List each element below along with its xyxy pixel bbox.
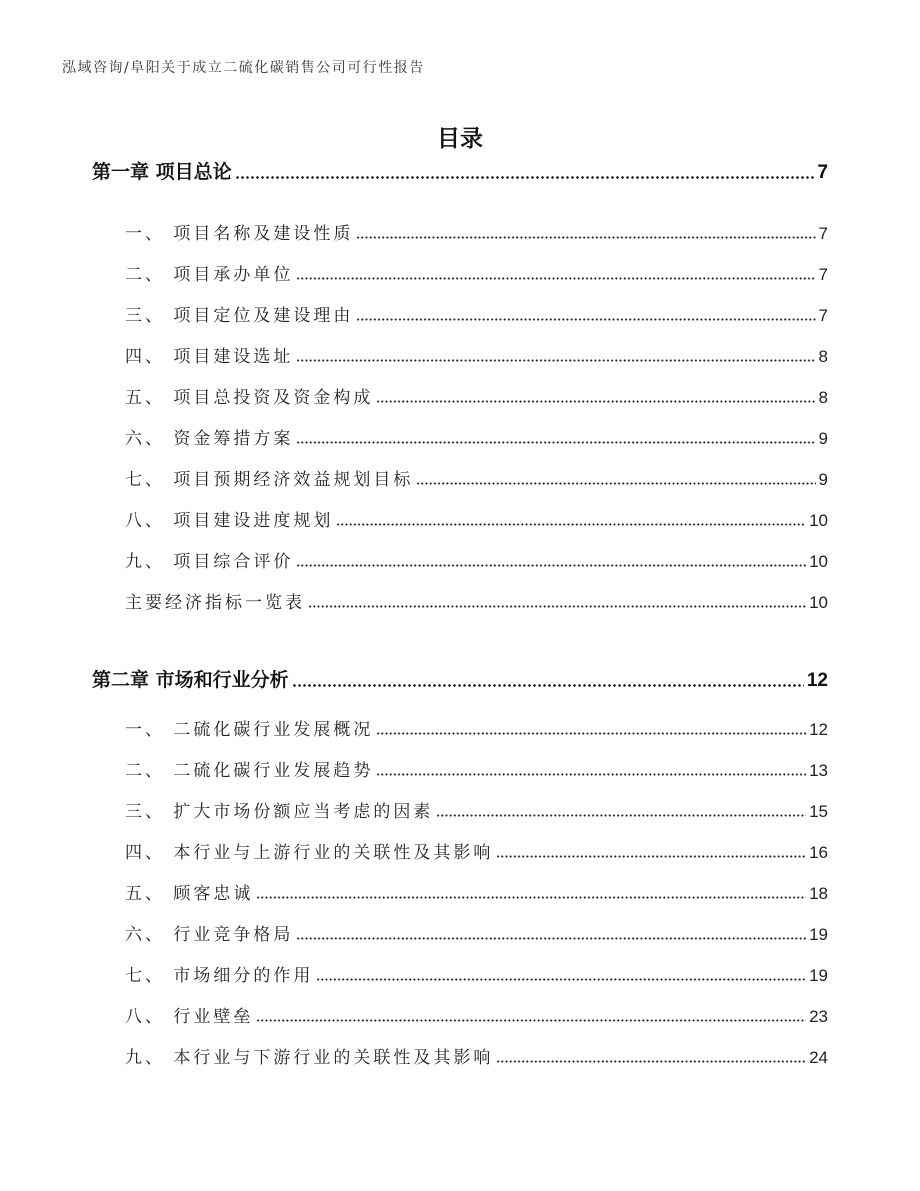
toc-page-number: 9 <box>818 429 828 448</box>
toc-section-entry[interactable] <box>125 715 828 740</box>
toc-page-number: 23 <box>809 1007 828 1026</box>
toc-entry-label: 五、 顾客忠诚 <box>125 884 254 904</box>
dot-leader <box>416 482 815 485</box>
toc-page-number: 10 <box>809 511 828 530</box>
toc-entry-label: 第二章 市场和行业分析 <box>92 669 289 691</box>
toc-page-number: 8 <box>818 388 828 407</box>
dot-leader <box>296 441 815 444</box>
toc-section-entry[interactable] <box>125 465 828 490</box>
toc-entry-label: 七、 项目预期经济效益规划目标 <box>125 470 414 490</box>
toc-entry-label: 四、 本行业与上游行业的关联性及其影响 <box>125 843 494 863</box>
toc-section-entry[interactable] <box>125 1043 828 1068</box>
toc-page-number: 24 <box>809 1048 828 1067</box>
toc-page-number: 8 <box>818 347 828 366</box>
toc-page-number: 19 <box>809 966 828 985</box>
toc-page-number: 7 <box>817 162 828 183</box>
dot-leader <box>292 684 804 687</box>
dot-leader <box>256 1019 806 1022</box>
dot-leader <box>376 732 806 735</box>
toc-entry-label: 九、 本行业与下游行业的关联性及其影响 <box>125 1048 494 1068</box>
dot-leader <box>496 1060 806 1063</box>
toc-page-number: 12 <box>806 670 828 691</box>
toc-entry-label: 四、 项目建设选址 <box>125 347 294 367</box>
toc-section-entry[interactable] <box>125 879 828 904</box>
toc-section-entry[interactable] <box>125 588 828 613</box>
toc-page-number: 13 <box>809 761 828 780</box>
dot-leader <box>256 896 806 899</box>
toc-entry-label: 第一章 项目总论 <box>92 161 232 183</box>
dot-leader <box>296 937 806 940</box>
toc-entry-label: 二、 项目承办单位 <box>125 265 294 285</box>
dot-leader <box>356 236 815 239</box>
toc-entry-label: 七、 市场细分的作用 <box>125 966 314 986</box>
toc-page-number: 10 <box>809 593 828 612</box>
toc-section-entry[interactable] <box>125 838 828 863</box>
toc-entry-label: 一、 二硫化碳行业发展概况 <box>125 720 374 740</box>
toc-entry-label: 一、 项目名称及建设性质 <box>125 224 354 244</box>
toc-entry-label: 二、 二硫化碳行业发展趋势 <box>125 761 374 781</box>
dot-leader <box>356 318 815 321</box>
toc-page-number: 7 <box>818 306 828 325</box>
toc-section-entry[interactable] <box>125 342 828 367</box>
toc-entry-label: 九、 项目综合评价 <box>125 552 294 572</box>
toc-entry-label: 三、 扩大市场份额应当考虑的因素 <box>125 802 434 822</box>
toc-section-entry[interactable] <box>125 383 828 408</box>
toc-section-entry[interactable] <box>125 219 828 244</box>
dot-leader <box>336 523 806 526</box>
toc-entry-label: 五、 项目总投资及资金构成 <box>125 388 374 408</box>
toc-chapter-entry[interactable] <box>92 665 828 692</box>
toc-chapter-entry[interactable] <box>92 157 828 184</box>
toc-entry-label: 八、 项目建设进度规划 <box>125 511 334 531</box>
toc-section-entry[interactable] <box>125 260 828 285</box>
toc-entry-label: 六、 资金筹措方案 <box>125 429 294 449</box>
dot-leader <box>316 978 806 981</box>
toc-title: 目录 <box>437 126 483 152</box>
toc-section-entry[interactable] <box>125 424 828 449</box>
toc-entry-label: 八、 行业壁垒 <box>125 1007 254 1027</box>
toc-section-entry[interactable] <box>125 797 828 822</box>
toc-entry-label: 主要经济指标一览表 <box>125 593 305 613</box>
toc-page-number: 7 <box>818 265 828 284</box>
toc-section-entry[interactable] <box>125 961 828 986</box>
dot-leader <box>436 814 806 817</box>
dot-leader <box>296 564 806 567</box>
toc-page-number: 16 <box>809 843 828 862</box>
toc-page-number: 9 <box>818 470 828 489</box>
dot-leader <box>376 773 806 776</box>
toc-section-entry[interactable] <box>125 547 828 572</box>
toc-page-number: 15 <box>809 802 828 821</box>
dot-leader <box>496 855 806 858</box>
toc-page-number: 12 <box>809 720 828 739</box>
toc-section-entry[interactable] <box>125 301 828 326</box>
dot-leader <box>308 605 806 608</box>
toc-page-number: 18 <box>809 884 828 903</box>
dot-leader <box>235 176 815 179</box>
toc-entry-label: 三、 项目定位及建设理由 <box>125 306 354 326</box>
dot-leader <box>296 359 815 362</box>
toc-section-entry[interactable] <box>125 1002 828 1027</box>
running-header: 泓域咨询/阜阳关于成立二硫化碳销售公司可行性报告 <box>62 60 425 76</box>
toc-page-number: 7 <box>818 224 828 243</box>
toc-section-entry[interactable] <box>125 506 828 531</box>
dot-leader <box>376 400 815 403</box>
dot-leader <box>296 277 815 280</box>
toc-entry-label: 六、 行业竞争格局 <box>125 925 294 945</box>
toc-section-entry[interactable] <box>125 920 828 945</box>
toc-page-number: 10 <box>809 552 828 571</box>
toc-section-entry[interactable] <box>125 756 828 781</box>
toc-page-number: 19 <box>809 925 828 944</box>
